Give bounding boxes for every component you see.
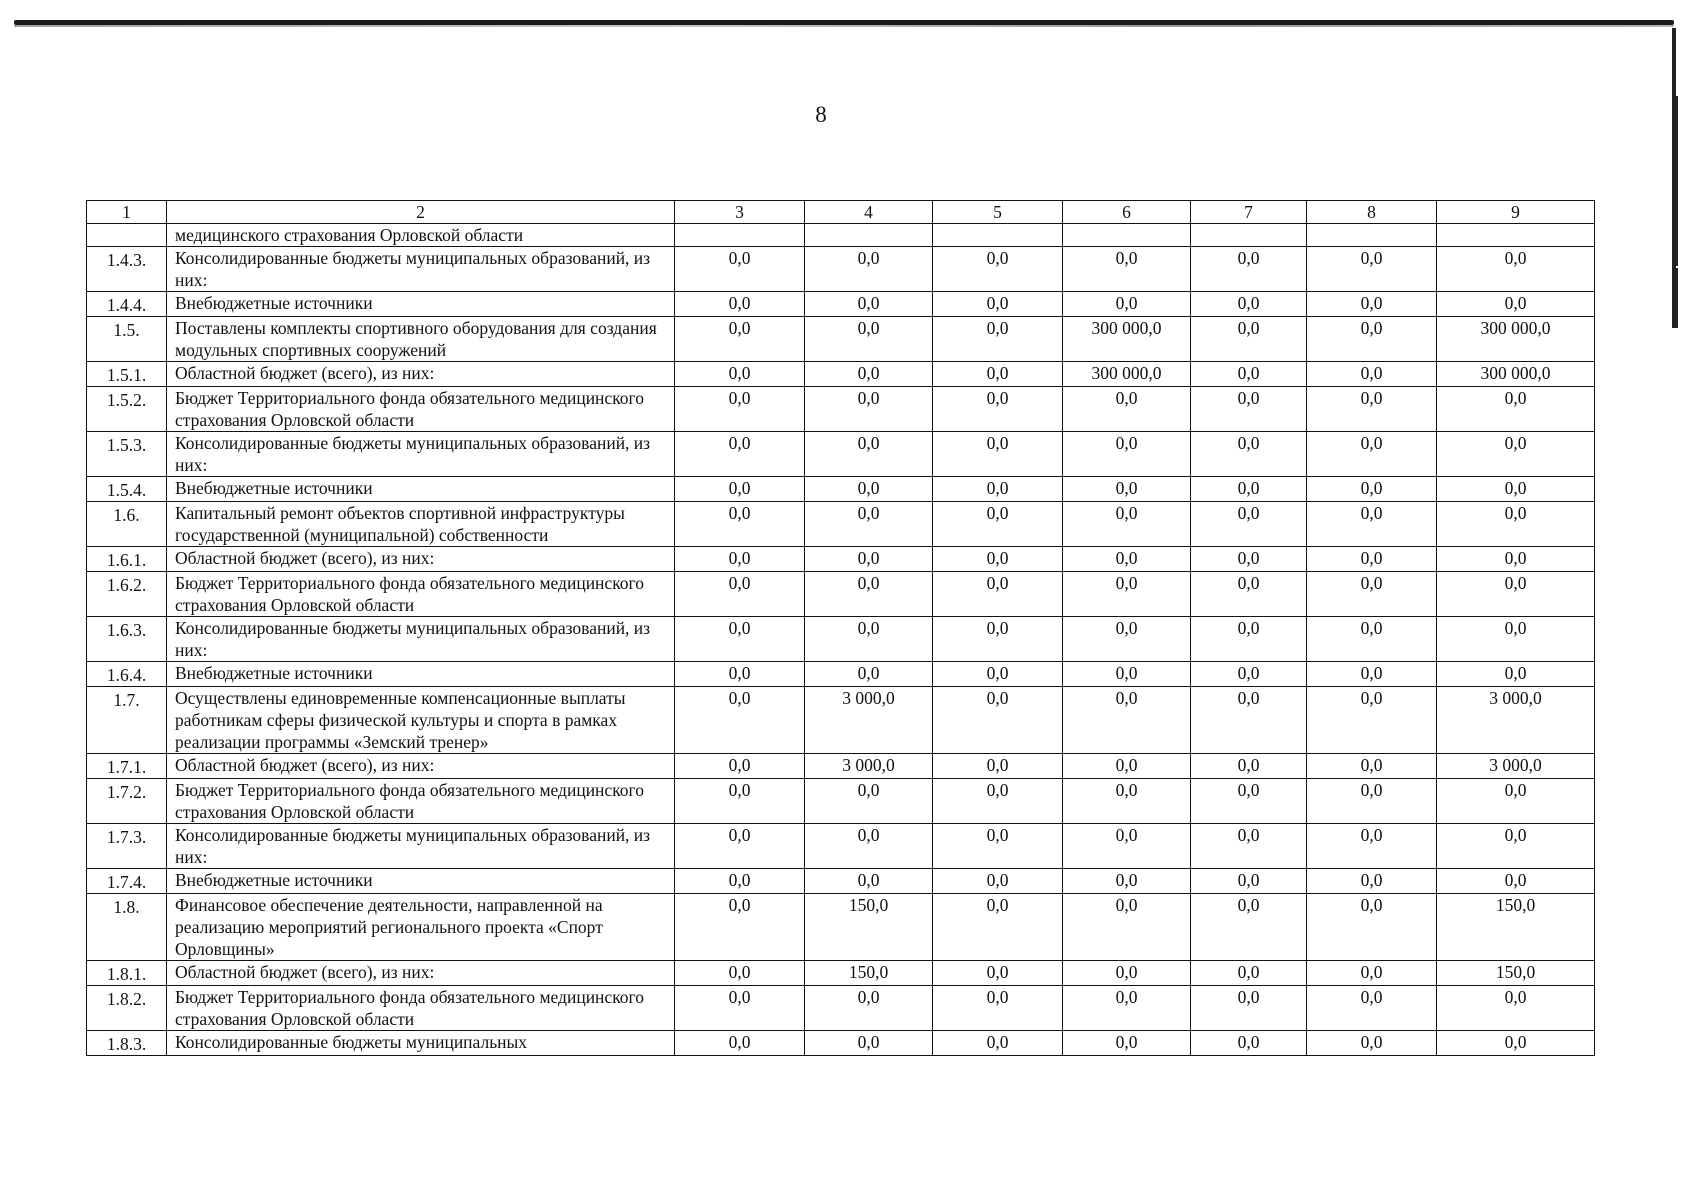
value-cell-col-9: 0,0 [1437,432,1595,477]
value-cell-col-5: 0,0 [933,432,1063,477]
value-cell-col-4: 3 000,0 [805,687,933,754]
table-row [87,754,1595,779]
value-cell-col-5: 0,0 [933,1031,1063,1056]
value-cell-col-8: 0,0 [1307,362,1437,387]
value-cell-col-3: 0,0 [675,986,805,1031]
value-cell-col-9: 300 000,0 [1437,317,1595,362]
value-cell-col-6: 0,0 [1063,502,1191,547]
value-cell-col-6: 0,0 [1063,662,1191,687]
value-cell-col-4: 150,0 [805,961,933,986]
value-cell-col-4: 0,0 [805,824,933,869]
row-number-cell: 1.7. [87,687,167,754]
row-number-cell: 1.6.4. [87,662,167,687]
value-cell-col-3: 0,0 [675,824,805,869]
value-cell-col-3: 0,0 [675,432,805,477]
value-cell-col-4: 0,0 [805,292,933,317]
value-cell-col-7: 0,0 [1191,247,1307,292]
value-cell-col-7: 0,0 [1191,362,1307,387]
value-cell-col-7: 0,0 [1191,824,1307,869]
column-header: 3 [675,201,805,224]
value-cell-col-4: 0,0 [805,662,933,687]
value-cell-col-3: 0,0 [675,477,805,502]
value-cell-col-7: 0,0 [1191,687,1307,754]
value-cell-col-6: 0,0 [1063,754,1191,779]
value-cell-col-5: 0,0 [933,754,1063,779]
value-cell-col-7: 0,0 [1191,432,1307,477]
row-description-cell: Бюджет Территориального фонда обязательного медицинского страхования Орловской области [167,779,675,824]
value-cell-col-4: 0,0 [805,432,933,477]
table-row [87,662,1595,687]
page-number: 8 [815,102,827,127]
value-cell-col-5: 0,0 [933,662,1063,687]
value-cell-col-7: 0,0 [1191,477,1307,502]
value-cell-col-5: 0,0 [933,869,1063,894]
row-number-cell [87,224,167,247]
value-cell-col-3: 0,0 [675,247,805,292]
value-cell-col-5: 0,0 [933,362,1063,387]
value-cell-col-9: 0,0 [1437,387,1595,432]
row-description-cell: Внебюджетные источники [167,292,675,317]
value-cell-col-3: 0,0 [675,317,805,362]
table-row [87,869,1595,894]
row-description-cell: Капитальный ремонт объектов спортивной инфраструктуры государственной (муниципальной) собственности [167,502,675,547]
value-cell-col-4: 0,0 [805,779,933,824]
value-cell-col-7: 0,0 [1191,617,1307,662]
value-cell-col-8: 0,0 [1307,317,1437,362]
value-cell-col-4: 0,0 [805,362,933,387]
value-cell-col-4: 0,0 [805,869,933,894]
value-cell-col-9: 0,0 [1437,572,1595,617]
value-cell-col-3: 0,0 [675,687,805,754]
row-description-cell: Консолидированные бюджеты муниципальных образований, из них: [167,247,675,292]
row-description-cell: Бюджет Территориального фонда обязательного медицинского страхования Орловской области [167,387,675,432]
column-header: 2 [167,201,675,224]
value-cell-col-3 [675,224,805,247]
value-cell-col-8 [1307,224,1437,247]
table-body [87,201,1595,1056]
row-number-cell: 1.7.1. [87,754,167,779]
value-cell-col-9: 0,0 [1437,824,1595,869]
row-description-cell: Бюджет Территориального фонда обязательного медицинского страхования Орловской области [167,986,675,1031]
value-cell-col-8: 0,0 [1307,894,1437,961]
value-cell-col-6: 0,0 [1063,617,1191,662]
value-cell-col-9 [1437,224,1595,247]
table-row [87,572,1595,617]
value-cell-col-6: 0,0 [1063,824,1191,869]
row-description-cell: Областной бюджет (всего), из них: [167,754,675,779]
row-description-cell: медицинского страхования Орловской области [167,224,675,247]
value-cell-col-8: 0,0 [1307,1031,1437,1056]
value-cell-col-9: 0,0 [1437,662,1595,687]
value-cell-col-6: 0,0 [1063,387,1191,432]
value-cell-col-7: 0,0 [1191,754,1307,779]
value-cell-col-5: 0,0 [933,317,1063,362]
value-cell-col-8: 0,0 [1307,432,1437,477]
value-cell-col-3: 0,0 [675,779,805,824]
value-cell-col-3: 0,0 [675,894,805,961]
scan-top-border [14,20,1674,25]
value-cell-col-5: 0,0 [933,986,1063,1031]
value-cell-col-4: 0,0 [805,617,933,662]
row-description-cell: Консолидированные бюджеты муниципальных образований, из них: [167,617,675,662]
row-number-cell: 1.8.1. [87,961,167,986]
value-cell-col-8: 0,0 [1307,869,1437,894]
table-row [87,894,1595,961]
value-cell-col-5: 0,0 [933,292,1063,317]
value-cell-col-5: 0,0 [933,779,1063,824]
value-cell-col-7: 0,0 [1191,1031,1307,1056]
value-cell-col-6: 300 000,0 [1063,317,1191,362]
value-cell-col-9: 3 000,0 [1437,687,1595,754]
table-row [87,986,1595,1031]
value-cell-col-3: 0,0 [675,547,805,572]
value-cell-col-4: 150,0 [805,894,933,961]
value-cell-col-9: 150,0 [1437,961,1595,986]
value-cell-col-5: 0,0 [933,572,1063,617]
value-cell-col-7: 0,0 [1191,572,1307,617]
row-number-cell: 1.5.4. [87,477,167,502]
row-number-cell: 1.5.2. [87,387,167,432]
value-cell-col-4: 0,0 [805,502,933,547]
value-cell-col-8: 0,0 [1307,247,1437,292]
value-cell-col-8: 0,0 [1307,754,1437,779]
table-row [87,432,1595,477]
value-cell-col-5 [933,224,1063,247]
value-cell-col-7: 0,0 [1191,961,1307,986]
value-cell-col-3: 0,0 [675,387,805,432]
value-cell-col-4: 0,0 [805,572,933,617]
value-cell-col-3: 0,0 [675,362,805,387]
value-cell-col-4: 0,0 [805,247,933,292]
value-cell-col-9: 0,0 [1437,869,1595,894]
value-cell-col-5: 0,0 [933,247,1063,292]
value-cell-col-6: 300 000,0 [1063,362,1191,387]
table-row [87,779,1595,824]
value-cell-col-4: 0,0 [805,317,933,362]
row-number-cell: 1.7.4. [87,869,167,894]
row-number-cell: 1.8.2. [87,986,167,1031]
row-description-cell: Внебюджетные источники [167,869,675,894]
row-number-cell: 1.6.2. [87,572,167,617]
table-row [87,477,1595,502]
value-cell-col-9: 0,0 [1437,986,1595,1031]
column-header: 5 [933,201,1063,224]
row-description-cell: Внебюджетные источники [167,662,675,687]
scan-right-edge-mark [1672,268,1678,328]
value-cell-col-3: 0,0 [675,754,805,779]
value-cell-col-9: 0,0 [1437,779,1595,824]
table-row [87,502,1595,547]
value-cell-col-4: 0,0 [805,547,933,572]
row-number-cell: 1.8.3. [87,1031,167,1056]
row-description-cell: Поставлены комплекты спортивного оборудования для создания модульных спортивных сооружений [167,317,675,362]
value-cell-col-5: 0,0 [933,547,1063,572]
value-cell-col-6: 0,0 [1063,432,1191,477]
value-cell-col-5: 0,0 [933,387,1063,432]
value-cell-col-6: 0,0 [1063,247,1191,292]
value-cell-col-5: 0,0 [933,961,1063,986]
value-cell-col-8: 0,0 [1307,961,1437,986]
table-row [87,687,1595,754]
value-cell-col-9: 0,0 [1437,247,1595,292]
value-cell-col-6: 0,0 [1063,572,1191,617]
value-cell-col-8: 0,0 [1307,617,1437,662]
column-header: 4 [805,201,933,224]
value-cell-col-8: 0,0 [1307,477,1437,502]
value-cell-col-4: 0,0 [805,387,933,432]
row-description-cell: Областной бюджет (всего), из них: [167,961,675,986]
value-cell-col-8: 0,0 [1307,687,1437,754]
value-cell-col-6: 0,0 [1063,894,1191,961]
value-cell-col-9: 150,0 [1437,894,1595,961]
row-number-cell: 1.5. [87,317,167,362]
row-description-cell: Финансовое обеспечение деятельности, направленной на реализацию мероприятий регионального проекта «Спорт Орловщины» [167,894,675,961]
table-row [87,961,1595,986]
value-cell-col-3: 0,0 [675,1031,805,1056]
value-cell-col-6: 0,0 [1063,292,1191,317]
value-cell-col-3: 0,0 [675,617,805,662]
column-header: 8 [1307,201,1437,224]
value-cell-col-9: 0,0 [1437,1031,1595,1056]
row-description-cell: Осуществлены единовременные компенсационные выплаты работникам сферы физической культуры и спорта в рамках реализации программы «Земский тренер» [167,687,675,754]
value-cell-col-4: 3 000,0 [805,754,933,779]
value-cell-col-3: 0,0 [675,502,805,547]
budget-table [86,200,1595,1056]
value-cell-col-5: 0,0 [933,687,1063,754]
value-cell-col-7: 0,0 [1191,894,1307,961]
value-cell-col-4 [805,224,933,247]
value-cell-col-8: 0,0 [1307,502,1437,547]
row-description-cell: Бюджет Территориального фонда обязательного медицинского страхования Орловской области [167,572,675,617]
value-cell-col-4: 0,0 [805,1031,933,1056]
value-cell-col-8: 0,0 [1307,779,1437,824]
value-cell-col-8: 0,0 [1307,387,1437,432]
value-cell-col-9: 300 000,0 [1437,362,1595,387]
value-cell-col-7: 0,0 [1191,502,1307,547]
value-cell-col-8: 0,0 [1307,824,1437,869]
table-row [87,1031,1595,1056]
row-number-cell: 1.7.2. [87,779,167,824]
row-number-cell: 1.5.3. [87,432,167,477]
value-cell-col-8: 0,0 [1307,547,1437,572]
value-cell-col-8: 0,0 [1307,986,1437,1031]
value-cell-col-6: 0,0 [1063,687,1191,754]
value-cell-col-5: 0,0 [933,502,1063,547]
column-header: 6 [1063,201,1191,224]
value-cell-col-5: 0,0 [933,824,1063,869]
table-row [87,317,1595,362]
value-cell-col-5: 0,0 [933,477,1063,502]
row-number-cell: 1.4.4. [87,292,167,317]
value-cell-col-5: 0,0 [933,894,1063,961]
row-description-cell: Консолидированные бюджеты муниципальных [167,1031,675,1056]
table-header-row [87,201,1595,224]
scan-right-edge-mark [1672,96,1678,266]
value-cell-col-7 [1191,224,1307,247]
value-cell-col-7: 0,0 [1191,547,1307,572]
value-cell-col-7: 0,0 [1191,986,1307,1031]
value-cell-col-9: 0,0 [1437,477,1595,502]
value-cell-col-9: 0,0 [1437,292,1595,317]
value-cell-col-8: 0,0 [1307,662,1437,687]
value-cell-col-4: 0,0 [805,986,933,1031]
column-header: 9 [1437,201,1595,224]
table-row [87,387,1595,432]
value-cell-col-7: 0,0 [1191,387,1307,432]
value-cell-col-6: 0,0 [1063,986,1191,1031]
value-cell-col-7: 0,0 [1191,292,1307,317]
row-number-cell: 1.4.3. [87,247,167,292]
value-cell-col-3: 0,0 [675,662,805,687]
value-cell-col-6: 0,0 [1063,779,1191,824]
value-cell-col-9: 0,0 [1437,547,1595,572]
column-header: 7 [1191,201,1307,224]
value-cell-col-6 [1063,224,1191,247]
value-cell-col-9: 0,0 [1437,502,1595,547]
value-cell-col-7: 0,0 [1191,869,1307,894]
value-cell-col-3: 0,0 [675,961,805,986]
column-header: 1 [87,201,167,224]
row-number-cell: 1.7.3. [87,824,167,869]
value-cell-col-9: 0,0 [1437,617,1595,662]
value-cell-col-7: 0,0 [1191,317,1307,362]
value-cell-col-3: 0,0 [675,869,805,894]
table-row [87,617,1595,662]
row-number-cell: 1.5.1. [87,362,167,387]
value-cell-col-4: 0,0 [805,477,933,502]
value-cell-col-8: 0,0 [1307,572,1437,617]
value-cell-col-7: 0,0 [1191,662,1307,687]
row-description-cell: Областной бюджет (всего), из них: [167,362,675,387]
value-cell-col-6: 0,0 [1063,961,1191,986]
value-cell-col-3: 0,0 [675,292,805,317]
row-number-cell: 1.6.1. [87,547,167,572]
value-cell-col-6: 0,0 [1063,547,1191,572]
table-row [87,362,1595,387]
value-cell-col-3: 0,0 [675,572,805,617]
row-number-cell: 1.8. [87,894,167,961]
value-cell-col-7: 0,0 [1191,779,1307,824]
row-description-cell: Консолидированные бюджеты муниципальных образований, из них: [167,432,675,477]
row-description-cell: Внебюджетные источники [167,477,675,502]
table-row [87,292,1595,317]
row-description-cell: Консолидированные бюджеты муниципальных образований, из них: [167,824,675,869]
row-number-cell: 1.6. [87,502,167,547]
table-row [87,547,1595,572]
value-cell-col-6: 0,0 [1063,1031,1191,1056]
table-row [87,247,1595,292]
value-cell-col-6: 0,0 [1063,869,1191,894]
row-number-cell: 1.6.3. [87,617,167,662]
value-cell-col-8: 0,0 [1307,292,1437,317]
row-description-cell: Областной бюджет (всего), из них: [167,547,675,572]
value-cell-col-9: 3 000,0 [1437,754,1595,779]
table-row [87,824,1595,869]
value-cell-col-6: 0,0 [1063,477,1191,502]
table-row [87,224,1595,247]
value-cell-col-5: 0,0 [933,617,1063,662]
